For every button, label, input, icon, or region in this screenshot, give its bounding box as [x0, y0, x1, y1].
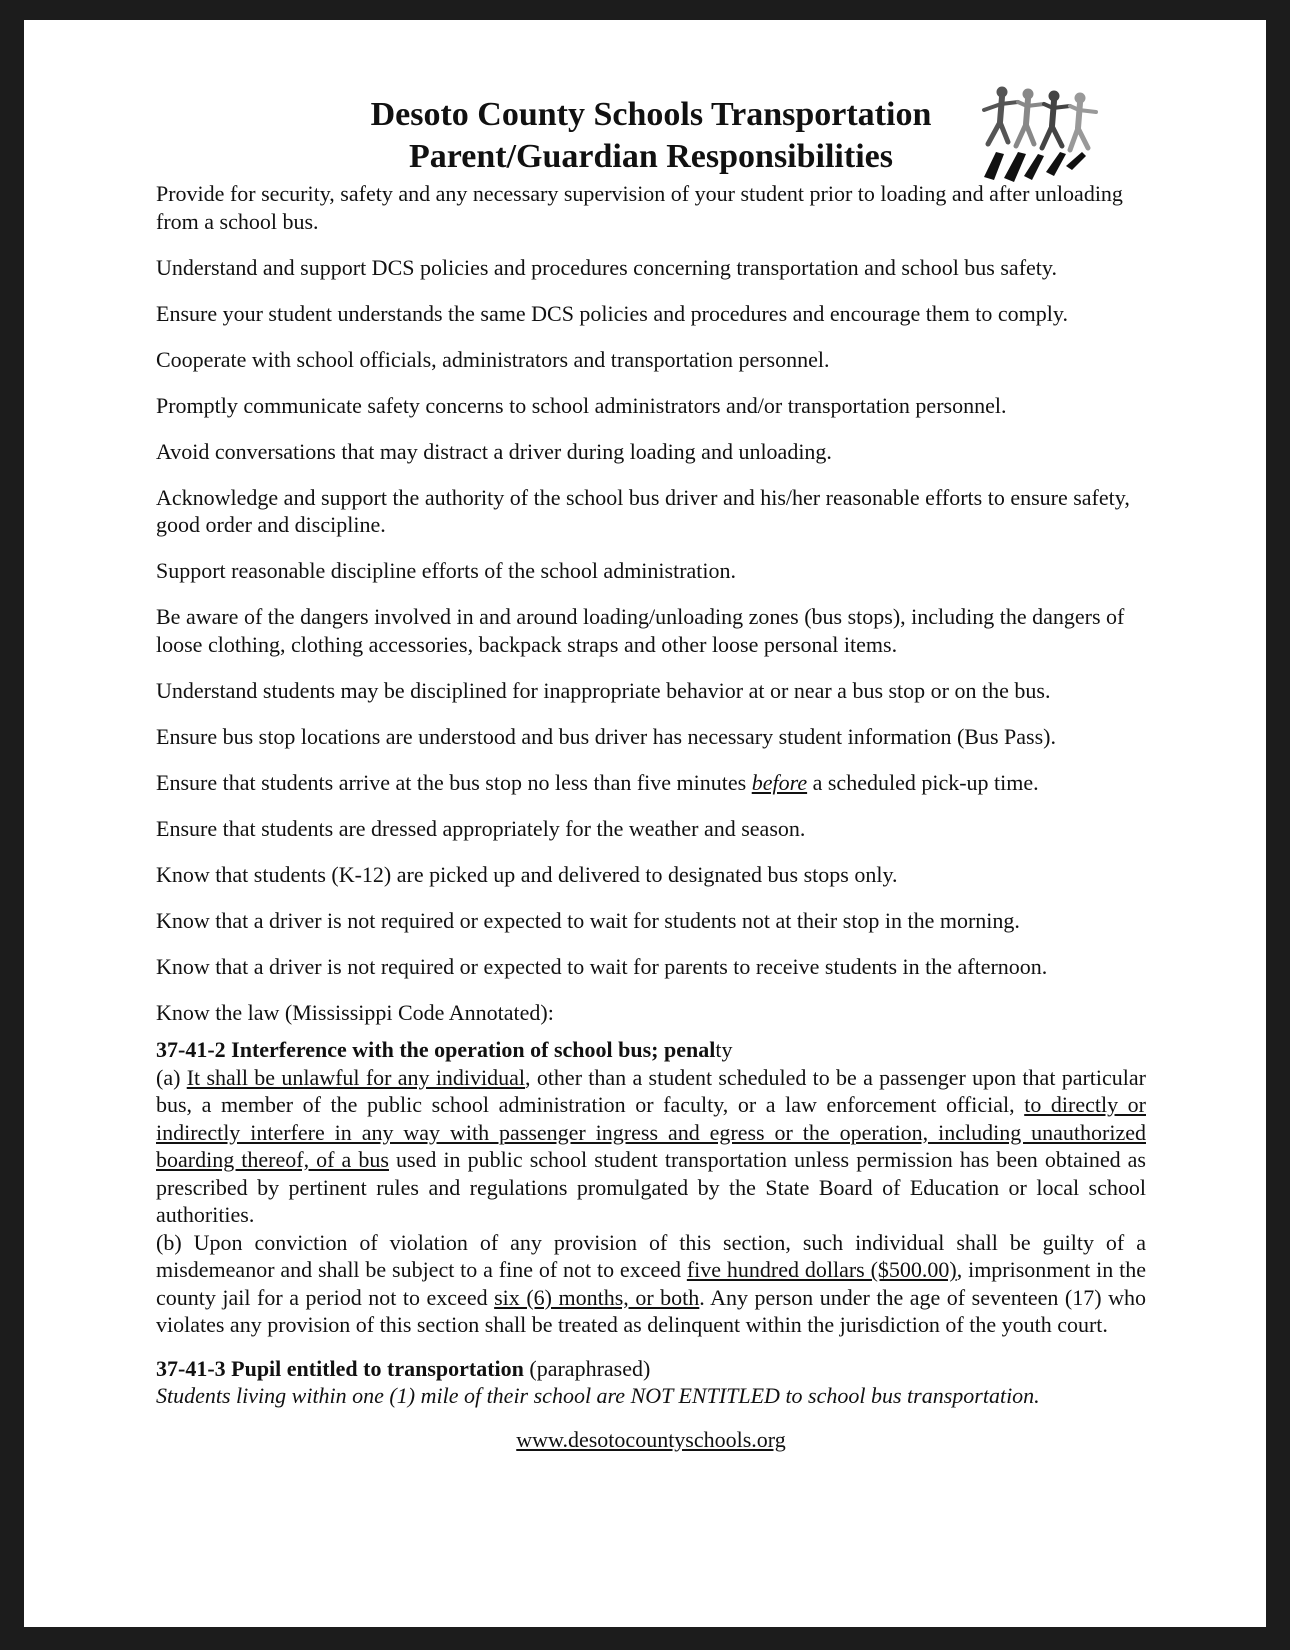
responsibility-item: Know that a driver is not required or expected to wait for parents to receive students in the afternoon.: [156, 953, 1048, 979]
responsibility-item: Ensure that students are dressed appropriately for the weather and season.: [156, 815, 806, 841]
website-link[interactable]: www.desotocountyschools.org: [516, 1426, 786, 1452]
paragraph-a-label: (a): [156, 1064, 187, 1090]
responsibility-item: Ensure your student understands the same DCS policies and procedures and encourage them to comply.: [156, 300, 1068, 326]
law-37-41-3-heading: [156, 1355, 1146, 1383]
pickup-text-before: Ensure that students arrive at the bus stop no less than five minutes: [156, 769, 752, 795]
responsibility-item: Understand students may be disciplined for inappropriate behavior at or near a bus stop or on the bus.: [156, 677, 1051, 703]
paragraph-text: . Any person under the age of seventeen (17) who violates any provision of this section shall be treated as delinquent within the jurisdiction of the youth court.: [156, 1284, 1146, 1337]
document-page: [24, 20, 1266, 1627]
responsibility-item: Understand and support DCS policies and procedures concerning transportation and school bus safety.: [156, 254, 1057, 280]
pickup-emphasis: before: [751, 769, 808, 795]
law-paragraph-b: [156, 1229, 1146, 1339]
paragraph-text: used in public school student transportation unless permission has been obtained as prescribed by pertinent rules and regulations promulgated by the State Board of Education or local school authorities.: [156, 1147, 1146, 1227]
responsibility-item: Provide for security, safety and any necessary supervision of your student prior to loading and after unloading from a school bus.: [156, 181, 1123, 234]
know-the-law-item: Know the law (Mississippi Code Annotated):: [156, 999, 554, 1025]
underlined-text: six (6) months, or both: [494, 1284, 700, 1310]
law-heading-rest: ty: [715, 1037, 733, 1062]
underlined-text: five hundred dollars ($500.00): [686, 1257, 957, 1282]
law-heading-bold: 37-41-2 Interference with the operation of school bus; penal: [156, 1037, 716, 1062]
underlined-text: It shall be unlawful for any individual: [186, 1064, 526, 1090]
responsibility-item: Avoid conversations that may distract a driver during loading and unloading.: [156, 438, 832, 464]
law-paragraph-a: [156, 1064, 1146, 1229]
responsibility-item: Support reasonable discipline efforts of the school administration.: [156, 558, 737, 583]
paragraph-text: , other than a student scheduled to be a passenger upon that particular bus, a member of the public school administration or faculty, or a law enforcement official,: [156, 1064, 1146, 1117]
responsibility-item: Promptly communicate safety concerns to school administrators and/or transportation personnel.: [156, 392, 1007, 418]
law-37-41-2: [156, 1036, 1146, 1339]
title-line-1: Desoto County Schools Transportation: [370, 96, 932, 133]
law-heading-note: (paraphrased): [523, 1355, 651, 1381]
responsibility-item: Be aware of the dangers involved in and around loading/unloading zones (bus stops), including the dangers of loose clothing, clothing accessories, backpack straps and other loose personal items.: [156, 604, 1125, 657]
law-37-41-3-text: Students living within one (1) mile of their school are NOT ENTITLED to school bus transportation.: [156, 1383, 1040, 1408]
paragraph-text: (b) Upon conviction of violation of any provision of this section, such individual shall be guilty of a misdemeanor and shall be subject to a fine of not to exceed: [156, 1229, 1146, 1282]
pickup-text-after: a scheduled pick-up time.: [807, 769, 1039, 795]
responsibility-item: Cooperate with school officials, administrators and transportation personnel.: [156, 346, 830, 372]
document-body: [156, 180, 1146, 1453]
underlined-text: to directly or indirectly interfere in any way with passenger ingress and egress or the operation, including unauthorized boarding thereof, of a bus: [156, 1092, 1146, 1172]
footer-url: [156, 1426, 1146, 1454]
responsibility-item: Know that students (K-12) are picked up and delivered to designated bus stops only.: [156, 861, 898, 887]
children-holding-hands-icon: [974, 82, 1104, 187]
responsibility-item-pickup: [156, 769, 1146, 797]
paragraph-text: , imprisonment in the county jail for a period not to exceed: [156, 1257, 1146, 1310]
responsibility-item: Know that a driver is not required or expected to wait for students not at their stop in the morning.: [156, 907, 1020, 933]
law-37-41-3: [156, 1355, 1146, 1410]
responsibility-item: Acknowledge and support the authority of the school bus driver and his/her reasonable efforts to ensure safety, good order and discipline.: [156, 484, 1130, 537]
law-heading-bold: 37-41-3 Pupil entitled to transportation: [156, 1355, 524, 1381]
law-37-41-2-heading: [156, 1036, 1146, 1064]
header: [156, 20, 1146, 180]
title-line-2: Parent/Guardian Responsibilities: [409, 138, 893, 175]
responsibility-item: Ensure bus stop locations are understood and bus driver has necessary student information (Bus Pass).: [156, 723, 1056, 749]
